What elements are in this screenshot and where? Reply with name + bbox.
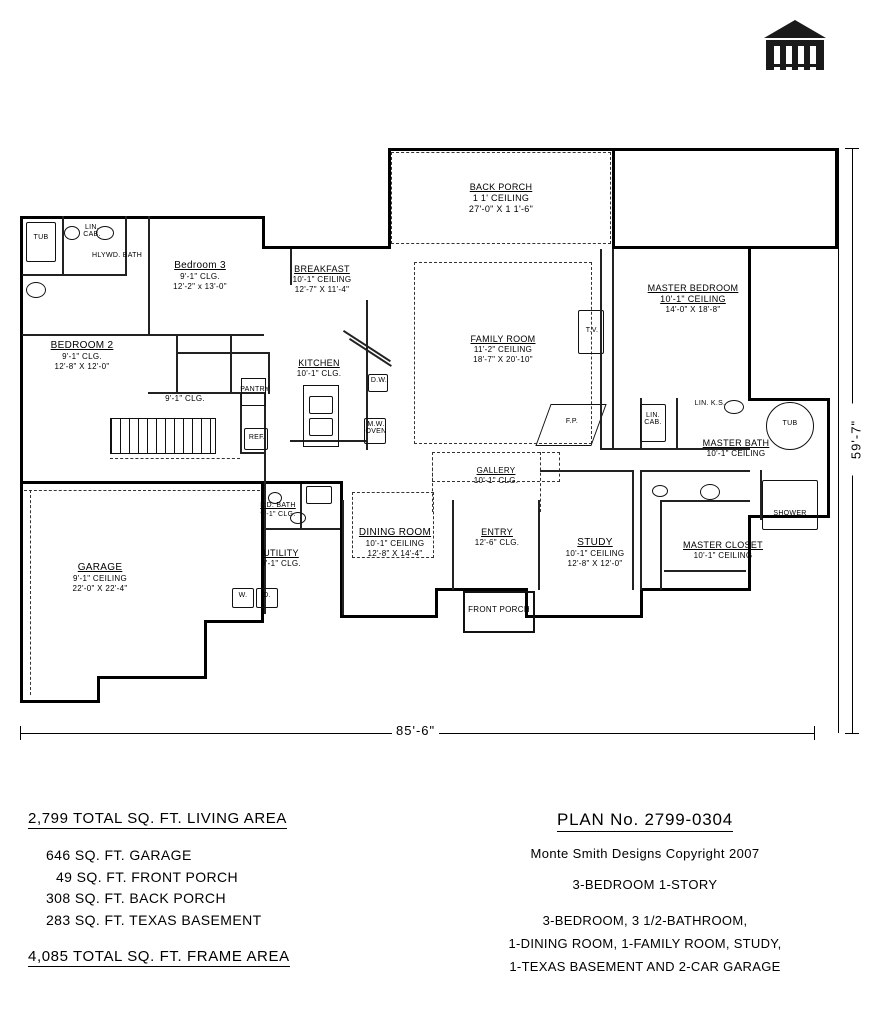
toilet-fixture xyxy=(700,484,720,500)
room-label-study: STUDY 10'-1" CEILING 12'-8" X 12'-0" xyxy=(565,537,625,568)
interior-wall xyxy=(240,452,266,454)
room-label-entry: ENTRY 12'-6" CLG. xyxy=(474,527,520,547)
label-tub: TUB xyxy=(33,234,49,241)
interior-wall xyxy=(540,470,634,472)
area-item: 283 SQ. FT. TEXAS BASEMENT xyxy=(46,912,262,929)
total-living-area: 2,799 TOTAL SQ. FT. LIVING AREA xyxy=(28,810,287,827)
interior-wall xyxy=(660,500,750,502)
room-label-gallery: GALLERY 10'-1" CLG. xyxy=(473,466,519,485)
closet-shelf xyxy=(664,570,746,572)
exterior-wall xyxy=(20,216,265,219)
label-fireplace: F.P. xyxy=(565,418,579,425)
exterior-wall xyxy=(262,246,390,249)
exterior-wall xyxy=(748,246,751,401)
room-label-master-closet: MASTER CLOSET 10'-1" CEILING xyxy=(683,540,763,560)
exterior-wall xyxy=(640,588,643,618)
exterior-wall xyxy=(612,246,838,249)
label-microwave-oven: M.W. OVEN xyxy=(365,421,387,436)
interior-wall xyxy=(612,249,614,449)
label-dishwasher: D.W. xyxy=(370,377,388,384)
overall-height-label: 59'-7" xyxy=(849,404,864,476)
label-tub-master: TUB xyxy=(782,420,798,427)
cooktop-fixture xyxy=(309,396,333,414)
right-dimension-guide xyxy=(838,148,839,733)
exterior-wall xyxy=(262,481,342,484)
gallery-guide xyxy=(540,452,541,512)
label-pantry: PANTRY xyxy=(240,386,270,393)
area-item: 49 SQ. FT. FRONT PORCH xyxy=(56,868,239,885)
room-label-front-porch: FRONT PORCH xyxy=(468,605,530,614)
garage-guide xyxy=(24,490,260,491)
interior-wall xyxy=(125,216,127,276)
interior-wall xyxy=(176,336,178,394)
interior-wall xyxy=(230,336,232,394)
label-refrigerator: REF. xyxy=(248,434,266,441)
interior-wall xyxy=(176,352,270,354)
exterior-wall xyxy=(20,700,100,703)
exterior-wall xyxy=(748,398,830,401)
label-shower: SHOWER xyxy=(773,510,807,517)
interior-wall xyxy=(264,528,340,530)
dimension-tick xyxy=(845,148,859,149)
plan-description-line: 3-BEDROOM, 3 1/2-BATHROOM, xyxy=(542,913,748,928)
shower-fixture xyxy=(762,480,818,530)
exterior-wall xyxy=(525,615,643,618)
label-linen-cabinet-2: LIN. CAB. xyxy=(644,412,662,427)
room-label-bedroom-3: Bedroom 3 9'-1" CLG. 12'-2" x 13'-0" xyxy=(173,260,227,291)
stair-guide xyxy=(110,458,240,459)
exterior-wall xyxy=(612,148,615,248)
interior-wall xyxy=(632,470,634,590)
room-label-dining-room: DINING ROOM 10'-1" CEILING 12'-8" X 14'-4" xyxy=(358,527,432,558)
room-label-master-bedroom: MASTER BEDROOM 10'-1" CEILING 14'-0" X 18'-8" xyxy=(647,283,739,314)
interior-wall xyxy=(640,470,642,590)
plan-description-line: 1-DINING ROOM, 1-FAMILY ROOM, STUDY, xyxy=(508,935,782,951)
room-label-breakfast: BREAKFAST 10'-1" CEILING 12'-7" X 11'-4" xyxy=(292,264,352,294)
room-label-utility: UTILITY 9'-1" CLG. xyxy=(261,548,301,568)
exterior-wall xyxy=(204,620,264,623)
stairs xyxy=(110,418,216,454)
sink-fixture xyxy=(652,485,668,497)
room-label-family-room: FAMILY ROOM 11'-2" CEILING 18'-7" X 20'-10" xyxy=(470,334,536,364)
dimension-tick xyxy=(845,733,859,734)
label-linen-cabinet-1: LIN. CAB. xyxy=(83,224,101,239)
house-logo-icon xyxy=(762,18,828,72)
plan-description xyxy=(430,910,860,978)
label-washer: W. xyxy=(238,592,248,599)
exterior-wall xyxy=(835,148,838,249)
interior-wall xyxy=(22,334,150,336)
room-label-hlywd-bath: HLYWD. BATH xyxy=(92,252,143,259)
label-dryer: D. xyxy=(263,592,271,599)
area-item: 308 SQ. FT. BACK PORCH xyxy=(46,890,226,907)
exterior-wall xyxy=(97,676,100,703)
sink-fixture xyxy=(26,282,46,298)
interior-wall xyxy=(640,470,750,472)
interior-wall xyxy=(62,216,64,276)
room-label-kitchen: KITCHEN 10'-1" CLG. xyxy=(296,358,342,378)
label-hall-ceiling: 9'-1" CLG. xyxy=(165,394,205,403)
area-summary xyxy=(28,810,358,967)
room-label-back-porch: BACK PORCH 1 1' CEILING 27'-0" X 1 1'-6" xyxy=(468,182,534,214)
interior-wall xyxy=(22,274,127,276)
exterior-wall xyxy=(640,588,751,591)
exterior-wall xyxy=(827,398,830,518)
dimension-tick xyxy=(814,726,815,740)
room-label-pd-bath: P.D. BATH 9'-1" CLG. xyxy=(260,502,296,518)
cooktop-fixture xyxy=(309,418,333,436)
laundry-counter xyxy=(306,486,332,504)
ceiling-guide xyxy=(414,262,592,263)
label-tv: T.V. xyxy=(585,327,599,334)
room-label-garage: GARAGE 9'-1" CEILING 22'-0" X 22'-4" xyxy=(72,562,128,593)
exterior-wall xyxy=(262,216,265,249)
overall-width-label: 85'-6" xyxy=(392,723,439,738)
room-label-master-bath: MASTER BATH 10'-1" CEILING xyxy=(702,438,770,458)
exterior-wall xyxy=(204,620,207,679)
interior-wall xyxy=(452,500,454,590)
area-item: 646 SQ. FT. GARAGE xyxy=(46,847,192,863)
exterior-wall xyxy=(97,676,207,679)
total-frame-area: 4,085 TOTAL SQ. FT. FRAME AREA xyxy=(28,947,290,965)
exterior-wall xyxy=(20,481,264,484)
interior-wall xyxy=(148,334,264,336)
label-linen-ks: LIN. K.S. xyxy=(694,400,726,407)
garage-guide xyxy=(30,490,31,695)
exterior-wall xyxy=(20,481,23,703)
room-label-bedroom-2: BEDROOM 2 9'-1" CLG. 12'-8" X 12'-0" xyxy=(50,340,114,371)
dimension-tick xyxy=(20,726,21,740)
exterior-wall xyxy=(340,615,438,618)
bedroom-story-text: 3-BEDROOM 1-STORY xyxy=(572,877,718,892)
exterior-wall xyxy=(435,588,438,618)
plan-description-line: 1-TEXAS BASEMENT AND 2-CAR GARAGE xyxy=(509,958,781,974)
plan-info xyxy=(430,810,860,978)
copyright-text: Monte Smith Designs Copyright 2007 xyxy=(530,846,760,861)
kitchen-island xyxy=(303,385,339,447)
plan-number: PLAN No. 2799-0304 xyxy=(430,810,860,832)
interior-wall xyxy=(600,249,602,449)
